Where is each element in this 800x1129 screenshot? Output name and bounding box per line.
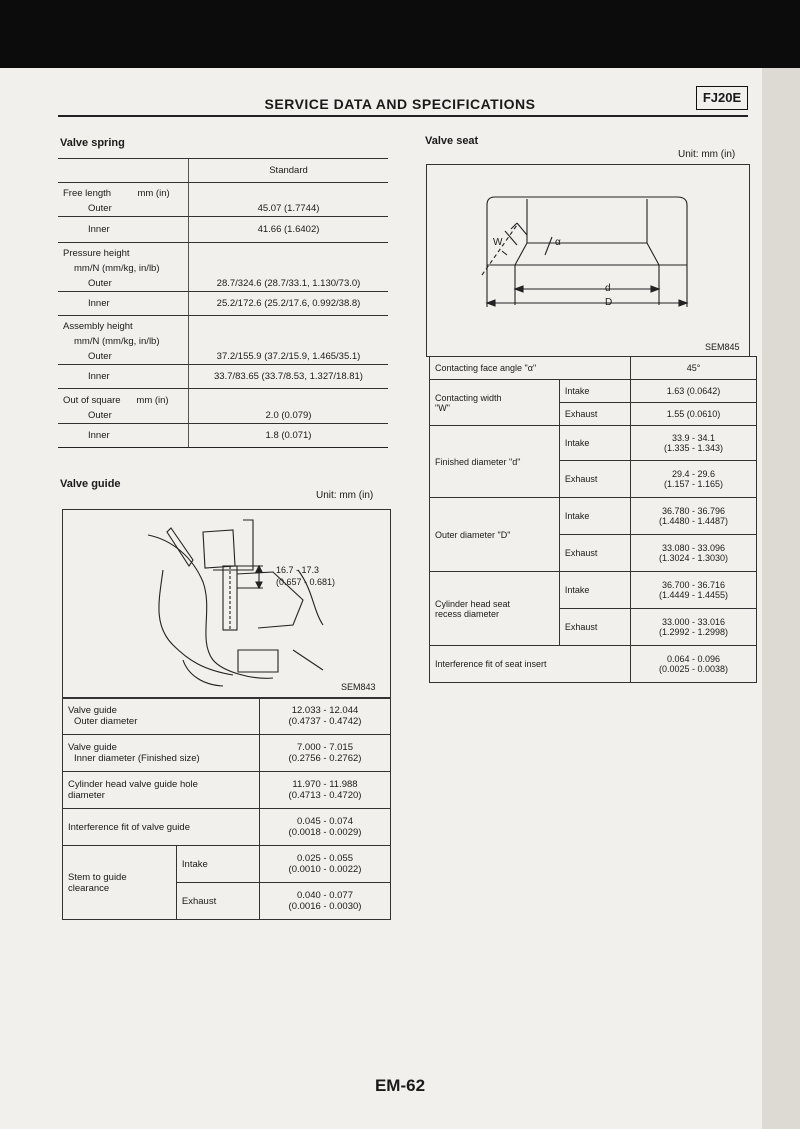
assembly-height-label: Assembly height <box>63 321 133 332</box>
guide-interference-label: Interference fit of valve guide <box>63 809 260 846</box>
guide-dim-in: (0.657 - 0.681) <box>276 577 336 587</box>
square-inner-label: Inner <box>58 424 189 448</box>
pressure-height-label: Pressure height <box>63 248 130 259</box>
finished-intake-label: Intake <box>559 426 630 461</box>
guide-dim-mm: 16.7 - 17.3 <box>276 565 320 575</box>
header-rule <box>58 115 748 117</box>
guide-od-label1: Valve guide <box>68 705 117 716</box>
recess-intake-value1: 36.700 - 36.716 <box>661 580 726 590</box>
valve-guide-drawing <box>63 510 390 698</box>
width-exhaust-label: Exhaust <box>559 403 630 426</box>
guide-od-value1: 12.033 - 12.044 <box>291 705 359 716</box>
square-outer-value: 2.0 (0.079) <box>189 408 389 424</box>
assembly-outer-value: 37.2/155.9 (37.2/15.9, 1.465/35.1) <box>189 349 389 365</box>
outer-intake-label: Intake <box>559 498 630 535</box>
page-edge <box>762 68 800 1129</box>
width-intake-value: 1.63 (0.0642) <box>631 380 757 403</box>
finished-intake-value2: (1.335 - 1.343) <box>663 443 724 453</box>
guide-figure-code: SEM843 <box>341 682 376 692</box>
recess-exhaust-label: Exhaust <box>559 609 630 646</box>
square-inner-value: 1.8 (0.071) <box>189 424 389 448</box>
finished-intake-value1: 33.9 - 34.1 <box>671 433 716 443</box>
recess-label2: recess diameter <box>435 608 500 619</box>
valve-seat-table <box>429 356 757 683</box>
guide-id-label2: Inner diameter (Finished size) <box>74 753 200 764</box>
model-badge: FJ20E <box>696 86 748 110</box>
scan-top-band <box>0 0 800 68</box>
clearance-label1: Stem to guide <box>68 871 127 883</box>
clearance-intake-value2: (0.0010 - 0.0022) <box>288 864 362 875</box>
guide-id-value1: 7.000 - 7.015 <box>297 742 353 753</box>
recess-intake-value2: (1.4449 - 1.4455) <box>658 590 729 600</box>
guide-interference-value1: 0.045 - 0.074 <box>297 816 353 827</box>
valve-guide-unit: Unit: mm (in) <box>316 490 374 501</box>
recess-exhaust-value2: (1.2992 - 1.2998) <box>658 627 729 637</box>
valve-guide-title: Valve guide <box>60 478 121 490</box>
valve-seat-figure <box>426 164 750 357</box>
finished-exhaust-value2: (1.157 - 1.165) <box>663 479 724 489</box>
angle-label: Contacting face angle "α" <box>430 357 631 380</box>
out-of-square-unit: mm (in) <box>136 395 169 406</box>
angle-value: 45° <box>631 357 757 380</box>
out-of-square-label: Out of square <box>63 395 121 406</box>
outer-exhaust-value1: 33.080 - 33.096 <box>661 543 726 553</box>
guide-od-label2: Outer diameter <box>74 716 138 727</box>
pressure-outer-label: Outer <box>58 276 189 292</box>
outer-intake-value2: (1.4480 - 1.4487) <box>658 516 729 526</box>
free-outer-value: 45.07 (1.7744) <box>189 201 389 217</box>
assembly-inner-label: Inner <box>58 365 189 389</box>
recess-exhaust-value1: 33.000 - 33.016 <box>661 617 726 627</box>
clearance-exhaust-value2: (0.0016 - 0.0030) <box>288 901 362 912</box>
assembly-outer-label: Outer <box>58 349 189 365</box>
outer-exhaust-label: Exhaust <box>559 535 630 572</box>
outer-label: Outer diameter "D" <box>430 498 560 572</box>
recess-label1: Cylinder head seat <box>435 598 511 609</box>
seat-label-small-d: d <box>605 283 611 294</box>
valve-seat-drawing <box>427 165 749 356</box>
page-title: SERVICE DATA AND SPECIFICATIONS <box>264 96 536 112</box>
seat-interference-label: Interference fit of seat insert <box>430 646 631 683</box>
seat-label-alpha: α <box>555 237 561 248</box>
free-length-unit: mm (in) <box>137 188 170 199</box>
guide-id-value2: (0.2756 - 0.2762) <box>288 753 362 764</box>
seat-figure-code: SEM845 <box>705 342 740 352</box>
guide-id-label1: Valve guide <box>68 742 117 753</box>
outer-intake-value1: 36.780 - 36.796 <box>661 506 726 516</box>
clearance-intake-label: Intake <box>176 846 259 883</box>
pressure-inner-value: 25.2/172.6 (25.2/17.6, 0.992/38.8) <box>189 292 389 316</box>
page-number: EM-62 <box>374 1076 426 1095</box>
seat-interference-value2: (0.0025 - 0.0038) <box>658 664 729 674</box>
clearance-label2: clearance <box>68 882 110 894</box>
pressure-height-unit: mm/N (mm/kg, in/lb) <box>74 263 160 274</box>
pressure-inner-label: Inner <box>58 292 189 316</box>
valve-seat-title: Valve seat <box>425 135 479 147</box>
free-inner-label: Inner <box>58 217 189 243</box>
guide-hole-label2: diameter <box>68 790 105 801</box>
free-inner-value: 41.66 (1.6402) <box>189 217 389 243</box>
outer-exhaust-value2: (1.3024 - 1.3030) <box>658 553 729 563</box>
seat-label-w: W <box>493 237 503 248</box>
finished-exhaust-label: Exhaust <box>559 461 630 498</box>
clearance-intake-value1: 0.025 - 0.055 <box>297 853 353 864</box>
guide-od-value2: (0.4737 - 0.4742) <box>288 716 362 727</box>
guide-hole-label1: Cylinder head valve guide hole <box>68 779 198 790</box>
width-label1: Contacting width <box>435 392 502 403</box>
width-exhaust-value: 1.55 (0.0610) <box>631 403 757 426</box>
clearance-exhaust-label: Exhaust <box>176 883 259 920</box>
guide-hole-value1: 11.970 - 11.988 <box>292 779 358 790</box>
seat-interference-value1: 0.064 - 0.096 <box>666 654 721 664</box>
finished-exhaust-value1: 29.4 - 29.6 <box>671 469 716 479</box>
free-outer-label: Outer <box>58 201 189 217</box>
valve-guide-table <box>62 697 391 920</box>
assembly-inner-value: 33.7/83.65 (33.7/8.53, 1.327/18.81) <box>189 365 389 389</box>
guide-hole-value2: (0.4713 - 0.4720) <box>288 790 362 801</box>
seat-label-big-d: D <box>605 297 613 308</box>
width-intake-label: Intake <box>559 380 630 403</box>
valve-spring-table <box>58 158 388 448</box>
valve-guide-figure <box>62 509 391 699</box>
finished-label: Finished diameter "d" <box>430 426 560 498</box>
valve-seat-unit: Unit: mm (in) <box>678 149 736 160</box>
free-length-label: Free length <box>63 188 112 199</box>
col-header-standard: Standard <box>189 159 389 183</box>
pressure-outer-value: 28.7/324.6 (28.7/33.1, 1.130/73.0) <box>189 276 389 292</box>
clearance-exhaust-value1: 0.040 - 0.077 <box>297 890 353 901</box>
square-outer-label: Outer <box>58 408 189 424</box>
recess-intake-label: Intake <box>559 572 630 609</box>
valve-spring-title: Valve spring <box>60 137 125 149</box>
assembly-height-unit: mm/N (mm/kg, in/lb) <box>74 336 160 347</box>
guide-interference-value2: (0.0018 - 0.0029) <box>288 827 362 838</box>
width-label2: "W" <box>435 402 450 413</box>
